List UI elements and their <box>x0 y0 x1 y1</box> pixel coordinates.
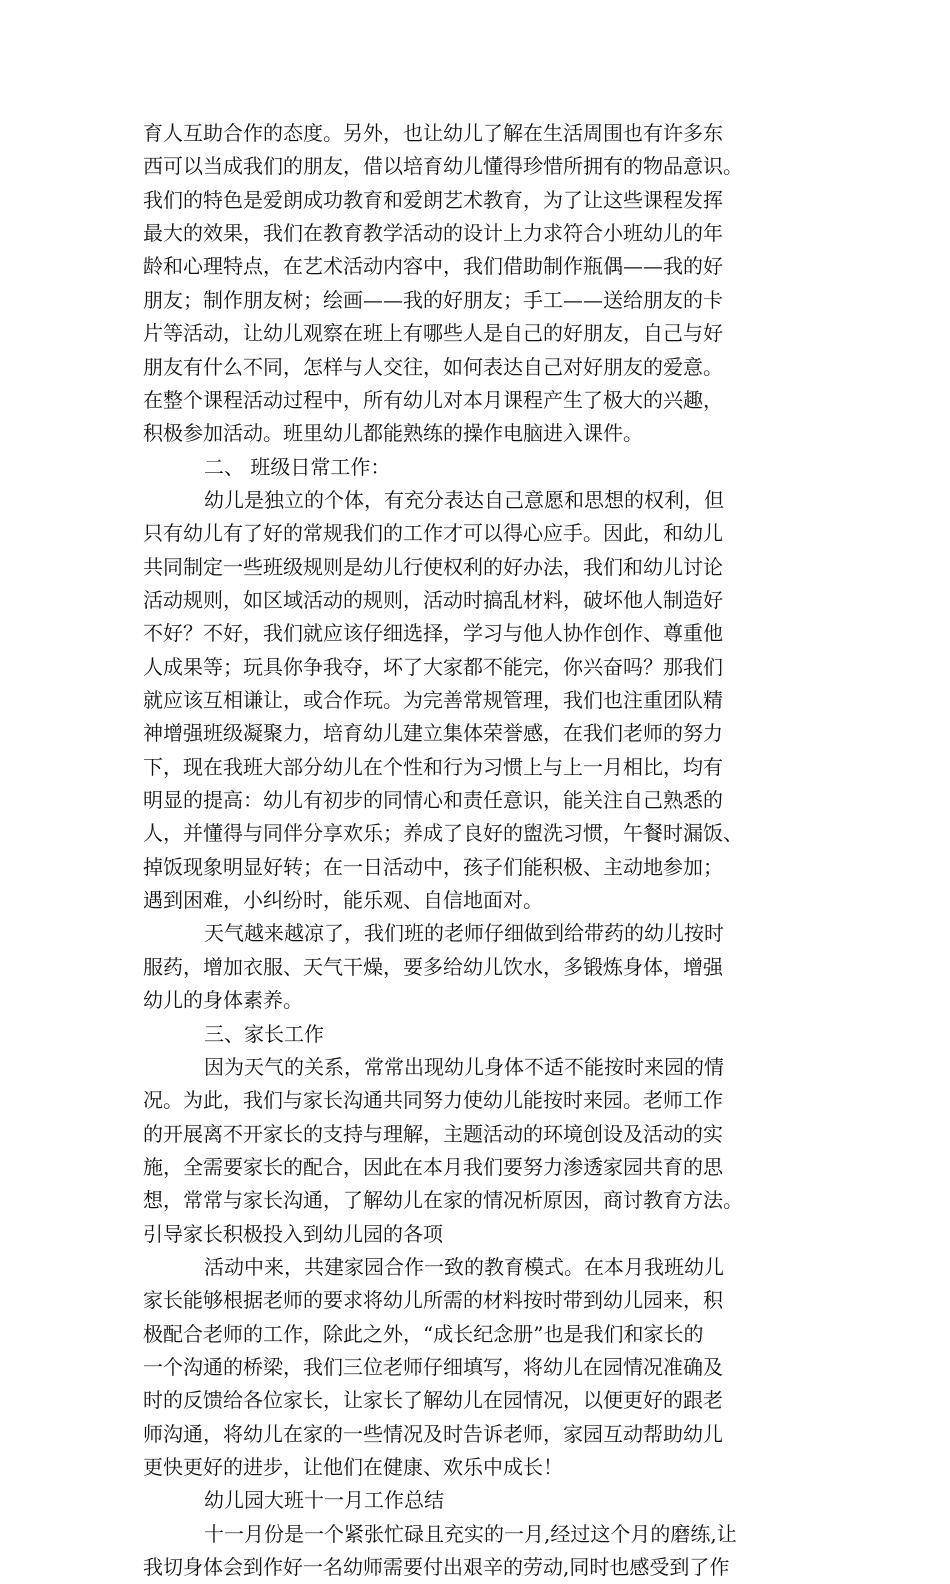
text-line: 我们的特色是爱朗成功教育和爱朗艺术教育，为了让这些课程发挥 <box>143 187 723 212</box>
text-line: 掉饭现象明显好转；在一日活动中，孩子们能积极、主动地参加； <box>143 854 723 879</box>
paragraph-start: 幼儿是独立的个体，有充分表达自己意愿和思想的权利，但 <box>204 487 724 512</box>
section-heading: 幼儿园大班十一月工作总结 <box>204 1488 444 1513</box>
text-line: 时的反馈给各位家长，让家长了解幼儿在园情况，以便更好的跟老 <box>143 1388 723 1413</box>
text-line: 龄和心理特点，在艺术活动内容中，我们借助制作瓶偶——我的好 <box>143 254 723 279</box>
text-line: 西可以当成我们的朋友，借以培育幼儿懂得珍惜所拥有的物品意识。 <box>143 154 743 179</box>
text-line: 遇到困难，小纠纷时，能乐观、自信地面对。 <box>143 888 543 913</box>
text-line: 的开展离不开家长的支持与理解，主题活动的环境创设及活动的实 <box>143 1121 723 1146</box>
text-line: 明显的提高：幼儿有初步的同情心和责任意识，能关注自己熟悉的 <box>143 788 723 812</box>
text-line: 人成果等；玩具你争我夺，坏了大家都不能完，你兴奋吗？那我们 <box>143 654 723 679</box>
text-line: 一个沟通的桥梁，我们三位老师仔细填写，将幼儿在园情况准确及 <box>143 1355 723 1379</box>
text-line: 更快更好的进步，让他们在健康、欢乐中成长！ <box>143 1455 563 1479</box>
text-line: 况。为此，我们与家长沟通共同努力使幼儿能按时来园。老师工作 <box>143 1088 723 1113</box>
text-line: 我切身体会到作好一名幼师需要付出艰辛的劳动,同时也感受到了作 <box>143 1555 730 1579</box>
text-line: 幼儿的身体素养。 <box>143 988 303 1013</box>
paragraph-start: 活动中来，共建家园合作一致的教育模式。在本月我班幼儿 <box>204 1254 724 1279</box>
text-line: 神增强班级凝聚力，培育幼儿建立集体荣誉感，在我们老师的努力 <box>143 721 723 746</box>
text-line: 就应该互相谦让，或合作玩。为完善常规管理，我们也注重团队精 <box>143 688 723 712</box>
text-line: 活动规则，如区域活动的规则，活动时搞乱材料，破坏他人制造好 <box>143 587 723 612</box>
text-line: 人，并懂得与同伴分享欢乐；养成了良好的盥洗习惯，午餐时漏饭、 <box>143 821 743 846</box>
text-line: 朋友有什么不同，怎样与人交往，如何表达自己对好朋友的爱意。 <box>143 354 723 379</box>
text-line: 积极参加活动。班里幼儿都能熟练的操作电脑进入课件。 <box>143 421 643 446</box>
paragraph-start: 因为天气的关系，常常出现幼儿身体不适不能按时来园的情 <box>204 1054 724 1079</box>
text-line: 在整个课程活动过程中，所有幼儿对本月课程产生了极大的兴趣， <box>143 387 723 412</box>
section-heading: 三、家长工作 <box>204 1021 324 1046</box>
text-line: 引导家长积极投入到幼儿园的各项 <box>143 1221 443 1246</box>
text-line: 朋友；制作朋友树；绘画——我的好朋友；手工——送给朋友的卡 <box>143 287 723 312</box>
text-line: 共同制定一些班级规则是幼儿行使权利的好办法，我们和幼儿讨论 <box>143 554 723 579</box>
text-line: 最大的效果，我们在教育教学活动的设计上力求符合小班幼儿的年 <box>143 221 723 246</box>
text-line: 施，全需要家长的配合，因此在本月我们要努力渗透家园共育的思 <box>143 1154 723 1179</box>
paragraph-start: 天气越来越凉了，我们班的老师仔细做到给带药的幼儿按时 <box>204 921 724 946</box>
text-line: 家长能够根据老师的要求将幼儿所需的材料按时带到幼儿园来，积 <box>143 1288 723 1313</box>
text-line: 育人互助合作的态度。另外，也让幼儿了解在生活周围也有许多东 <box>143 121 723 145</box>
text-line: 服药，增加衣服、天气干燥，要多给幼儿饮水，多锻炼身体，增强 <box>143 954 723 979</box>
section-heading: 二、 班级日常工作： <box>204 454 391 479</box>
text-line: 师沟通，将幼儿在家的一些情况及时告诉老师，家园互动帮助幼儿 <box>143 1421 723 1446</box>
text-line: 片等活动，让幼儿观察在班上有哪些人是自己的好朋友，自己与好 <box>143 321 723 346</box>
text-line: 只有幼儿有了好的常规我们的工作才可以得心应手。因此，和幼儿 <box>143 521 723 546</box>
paragraph-start: 十一月份是一个紧张忙碌且充实的一月,经过这个月的磨练,让 <box>204 1521 737 1546</box>
text-line: 极配合老师的工作，除此之外，“成长纪念册”也是我们和家长的 <box>143 1321 704 1346</box>
text-line: 想，常常与家长沟通，了解幼儿在家的情况析原因，商讨教育方法。 <box>143 1188 743 1213</box>
text-line: 不好？不好，我们就应该仔细选择，学习与他人协作创作、尊重他 <box>143 621 723 646</box>
text-line: 下，现在我班大部分幼儿在个性和行为习惯上与上一月相比，均有 <box>143 754 723 779</box>
